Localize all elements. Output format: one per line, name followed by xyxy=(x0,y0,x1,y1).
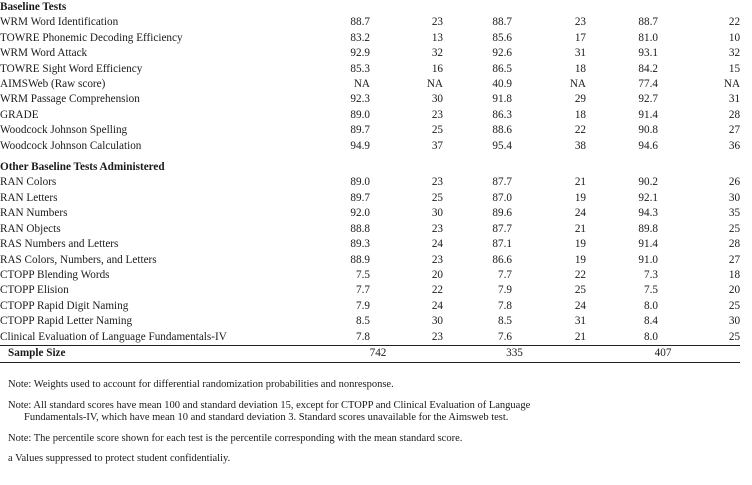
other-tests-body xyxy=(0,175,740,345)
table-row xyxy=(0,330,740,346)
mean-score-cell: 89.0 xyxy=(350,176,370,189)
standard-scores-note-line-2: Fundamentals-IV, which have mean 10 and standard deviation 3. Standard scores unavailable for the Aimsweb test. xyxy=(24,412,509,423)
mean-score-cell: 86.5 xyxy=(492,62,512,75)
percentile-cell: 27 xyxy=(728,253,741,266)
test-name: TOWRE Phonemic Decoding Efficiency xyxy=(0,31,183,44)
mean-score-cell: 7.5 xyxy=(644,284,658,297)
mean-score-cell: 83.2 xyxy=(350,31,370,44)
table-row xyxy=(0,237,740,252)
mean-score-cell: 86.3 xyxy=(492,108,512,121)
percentile-cell: 23 xyxy=(431,222,443,235)
baseline-tests-body xyxy=(0,15,740,154)
percentile-cell: 24 xyxy=(574,299,586,312)
test-name: Woodcock Johnson Spelling xyxy=(0,124,128,137)
mean-score-cell: 88.9 xyxy=(350,253,370,266)
percentile-cell: 37 xyxy=(431,139,443,152)
test-name: RAN Colors xyxy=(0,176,57,189)
mean-score-cell: 92.0 xyxy=(350,207,370,220)
percentile-cell: 31 xyxy=(574,315,586,328)
mean-score-cell: 92.3 xyxy=(350,93,370,106)
percentile-cell: 15 xyxy=(728,62,741,75)
percentile-cell: 24 xyxy=(574,207,586,220)
table-row xyxy=(0,15,740,30)
mean-score-cell: 87.7 xyxy=(492,176,512,189)
percentile-cell: 17 xyxy=(574,31,586,44)
mean-score-cell: 8.5 xyxy=(356,315,370,328)
sample-size-label: Sample Size xyxy=(0,345,313,362)
percentile-cell: 24 xyxy=(431,238,443,251)
mean-score-cell: 86.6 xyxy=(492,253,512,266)
percentile-cell: 22 xyxy=(728,16,741,29)
percentile-cell: 25 xyxy=(431,124,443,137)
standard-scores-note-line-1: Note: All standard scores have mean 100 and standard deviation 15, except for CTOPP and Clinical Evaluation of Language xyxy=(8,399,531,411)
percentile-cell: 23 xyxy=(431,16,443,29)
mean-score-cell: 89.0 xyxy=(350,108,370,121)
table-row xyxy=(0,191,740,206)
table-row xyxy=(0,77,740,92)
table-row xyxy=(0,222,740,237)
test-name: GRADE xyxy=(0,108,39,121)
mean-score-cell: 7.9 xyxy=(498,284,512,297)
percentile-cell: 30 xyxy=(431,315,443,328)
percentile-cell: 28 xyxy=(728,108,741,121)
mean-score-cell: 7.8 xyxy=(356,330,370,343)
sample-size-group-3: 407 xyxy=(586,345,740,362)
percentile-cell: NA xyxy=(569,78,586,91)
percentile-cell: 38 xyxy=(574,139,586,152)
table-row xyxy=(0,46,740,61)
percentile-cell: 19 xyxy=(574,191,586,204)
percentile-cell: 13 xyxy=(431,31,443,44)
percentile-cell: 10 xyxy=(728,31,741,44)
percentile-cell: 25 xyxy=(728,299,741,312)
mean-score-cell: 40.9 xyxy=(492,78,512,91)
mean-score-cell: 87.7 xyxy=(492,222,512,235)
test-name: CTOPP Elision xyxy=(0,284,69,297)
mean-score-cell: 8.0 xyxy=(644,330,658,343)
test-name: CTOPP Blending Words xyxy=(0,268,110,281)
table-row xyxy=(0,139,740,154)
test-name: CTOPP Rapid Letter Naming xyxy=(0,315,133,328)
mean-score-cell: 7.9 xyxy=(356,299,370,312)
sample-size-row xyxy=(0,345,740,362)
mean-score-cell: 89.3 xyxy=(350,238,370,251)
mean-score-cell: 89.8 xyxy=(638,222,658,235)
percentile-cell: 30 xyxy=(431,207,443,220)
mean-score-cell: 77.4 xyxy=(638,78,658,91)
sample-size-group-2: 335 xyxy=(443,345,586,362)
mean-score-cell: 8.5 xyxy=(498,315,512,328)
table-row xyxy=(0,123,740,138)
percentile-cell: 23 xyxy=(431,176,443,189)
other-baseline-tests-heading: Other Baseline Tests Administered xyxy=(0,161,165,174)
mean-score-cell: 91.0 xyxy=(638,253,658,266)
standard-scores-note xyxy=(8,400,738,425)
mean-score-cell: 8.0 xyxy=(644,299,658,312)
mean-score-cell: 92.7 xyxy=(638,93,658,106)
mean-score-cell: 90.8 xyxy=(638,124,658,137)
test-name: RAS Numbers and Letters xyxy=(0,238,119,251)
percentile-cell: 25 xyxy=(728,330,741,343)
percentile-cell: 22 xyxy=(574,268,586,281)
percentile-cell: 30 xyxy=(728,191,741,204)
percentile-cell: 36 xyxy=(728,139,741,152)
mean-score-cell: 95.4 xyxy=(492,139,512,152)
percentile-cell: 25 xyxy=(574,284,586,297)
mean-score-cell: 85.6 xyxy=(492,31,512,44)
percentile-cell: 31 xyxy=(728,93,741,106)
percentile-cell: 32 xyxy=(728,47,741,60)
table-notes xyxy=(8,379,738,474)
percentile-cell: 31 xyxy=(574,47,586,60)
test-name: CTOPP Rapid Digit Naming xyxy=(0,299,129,312)
mean-score-cell: 92.1 xyxy=(638,191,658,204)
section-header-row xyxy=(0,0,740,15)
percentile-cell: 25 xyxy=(431,191,443,204)
percentile-cell: 20 xyxy=(431,268,443,281)
test-name: TOWRE Sight Word Efficiency xyxy=(0,62,143,75)
mean-score-cell: 88.7 xyxy=(638,16,658,29)
mean-score-cell: 7.3 xyxy=(644,268,658,281)
table-row xyxy=(0,299,740,314)
mean-score-cell: 87.0 xyxy=(492,191,512,204)
suppression-footnote: a Values suppressed to protect student confidentialiy. xyxy=(8,453,231,464)
table-row xyxy=(0,283,740,298)
mean-score-cell: 84.2 xyxy=(638,62,658,75)
sample-size-total: 742 xyxy=(313,345,443,362)
percentile-cell: 22 xyxy=(431,284,443,297)
mean-score-cell: 7.6 xyxy=(498,330,512,343)
percentile-cell: 24 xyxy=(431,299,443,312)
percentile-cell: 25 xyxy=(728,222,741,235)
mean-score-cell: 91.4 xyxy=(638,238,658,251)
mean-score-cell: 91.8 xyxy=(492,93,512,106)
table-row xyxy=(0,314,740,329)
percentile-cell: 22 xyxy=(574,124,586,137)
mean-score-cell: 81.0 xyxy=(638,31,658,44)
table-row xyxy=(0,268,740,283)
percentile-cell: 21 xyxy=(574,176,586,189)
table-row xyxy=(0,92,740,107)
test-name: RAN Objects xyxy=(0,222,61,235)
percentile-cell: 23 xyxy=(431,253,443,266)
mean-score-cell: 89.7 xyxy=(350,124,370,137)
section-header-row xyxy=(0,160,740,175)
percentile-cell: 19 xyxy=(574,253,586,266)
table-row xyxy=(0,253,740,268)
percentile-cell: 29 xyxy=(574,93,586,106)
test-name: RAS Colors, Numbers, and Letters xyxy=(0,253,157,266)
mean-score-cell: 8.4 xyxy=(644,315,658,328)
test-name: AIMSWeb (Raw score) xyxy=(0,78,106,91)
mean-score-cell: 88.7 xyxy=(492,16,512,29)
mean-score-cell: 88.7 xyxy=(350,16,370,29)
test-name: WRM Passage Comprehension xyxy=(0,93,140,106)
mean-score-cell: 7.5 xyxy=(356,268,370,281)
mean-score-cell: 85.3 xyxy=(350,62,370,75)
mean-score-cell: 7.8 xyxy=(498,299,512,312)
percentile-cell: NA xyxy=(426,78,443,91)
percentile-cell: 18 xyxy=(574,62,586,75)
percentile-cell: 19 xyxy=(574,238,586,251)
percentile-cell: 28 xyxy=(728,238,741,251)
test-name: Clinical Evaluation of Language Fundamentals-IV xyxy=(0,330,227,343)
test-name: Woodcock Johnson Calculation xyxy=(0,139,142,152)
mean-score-cell: 89.7 xyxy=(350,191,370,204)
table-row xyxy=(0,62,740,77)
mean-score-cell: 92.6 xyxy=(492,47,512,60)
percentile-cell: 32 xyxy=(431,47,443,60)
mean-score-cell: 92.9 xyxy=(350,47,370,60)
mean-score-cell: NA xyxy=(353,78,370,91)
percentile-cell: 16 xyxy=(431,62,443,75)
table-row xyxy=(0,206,740,221)
test-name: RAN Letters xyxy=(0,191,58,204)
mean-score-cell: 88.6 xyxy=(492,124,512,137)
percentile-cell: 23 xyxy=(574,16,586,29)
percentile-cell: 23 xyxy=(431,108,443,121)
baseline-tests-heading: Baseline Tests xyxy=(0,1,67,13)
percentile-cell: NA xyxy=(723,78,741,91)
percentile-cell: 27 xyxy=(728,124,741,137)
test-name: WRM Word Attack xyxy=(0,47,88,60)
mean-score-cell: 90.2 xyxy=(638,176,658,189)
percentile-cell: 23 xyxy=(431,330,443,343)
percentile-note: Note: The percentile score shown for each test is the percentile corresponding with the mean standard score. xyxy=(8,432,463,444)
mean-score-cell: 87.1 xyxy=(492,238,512,251)
mean-score-cell: 89.6 xyxy=(492,207,512,220)
table-row xyxy=(0,175,740,190)
percentile-cell: 35 xyxy=(728,207,741,220)
percentile-cell: 18 xyxy=(574,108,586,121)
percentile-cell: 26 xyxy=(728,176,741,189)
mean-score-cell: 88.8 xyxy=(350,222,370,235)
mean-score-cell: 7.7 xyxy=(498,268,512,281)
mean-score-cell: 94.3 xyxy=(638,207,658,220)
percentile-cell: 30 xyxy=(728,315,741,328)
mean-score-cell: 94.6 xyxy=(638,139,658,152)
table-row xyxy=(0,108,740,123)
percentile-cell: 21 xyxy=(574,330,586,343)
table-row xyxy=(0,31,740,46)
weights-note: Note: Weights used to account for differential randomization probabilities and nonresponse. xyxy=(8,379,394,390)
mean-score-cell: 91.4 xyxy=(638,108,658,121)
mean-score-cell: 93.1 xyxy=(638,47,658,60)
test-name: WRM Word Identification xyxy=(0,16,119,29)
mean-score-cell: 94.9 xyxy=(350,139,370,152)
percentile-cell: 21 xyxy=(574,222,586,235)
test-name: RAN Numbers xyxy=(0,207,68,220)
percentile-cell: 20 xyxy=(728,284,741,297)
percentile-cell: 30 xyxy=(431,93,443,106)
percentile-cell: 18 xyxy=(728,268,741,281)
mean-score-cell: 7.7 xyxy=(356,284,370,297)
